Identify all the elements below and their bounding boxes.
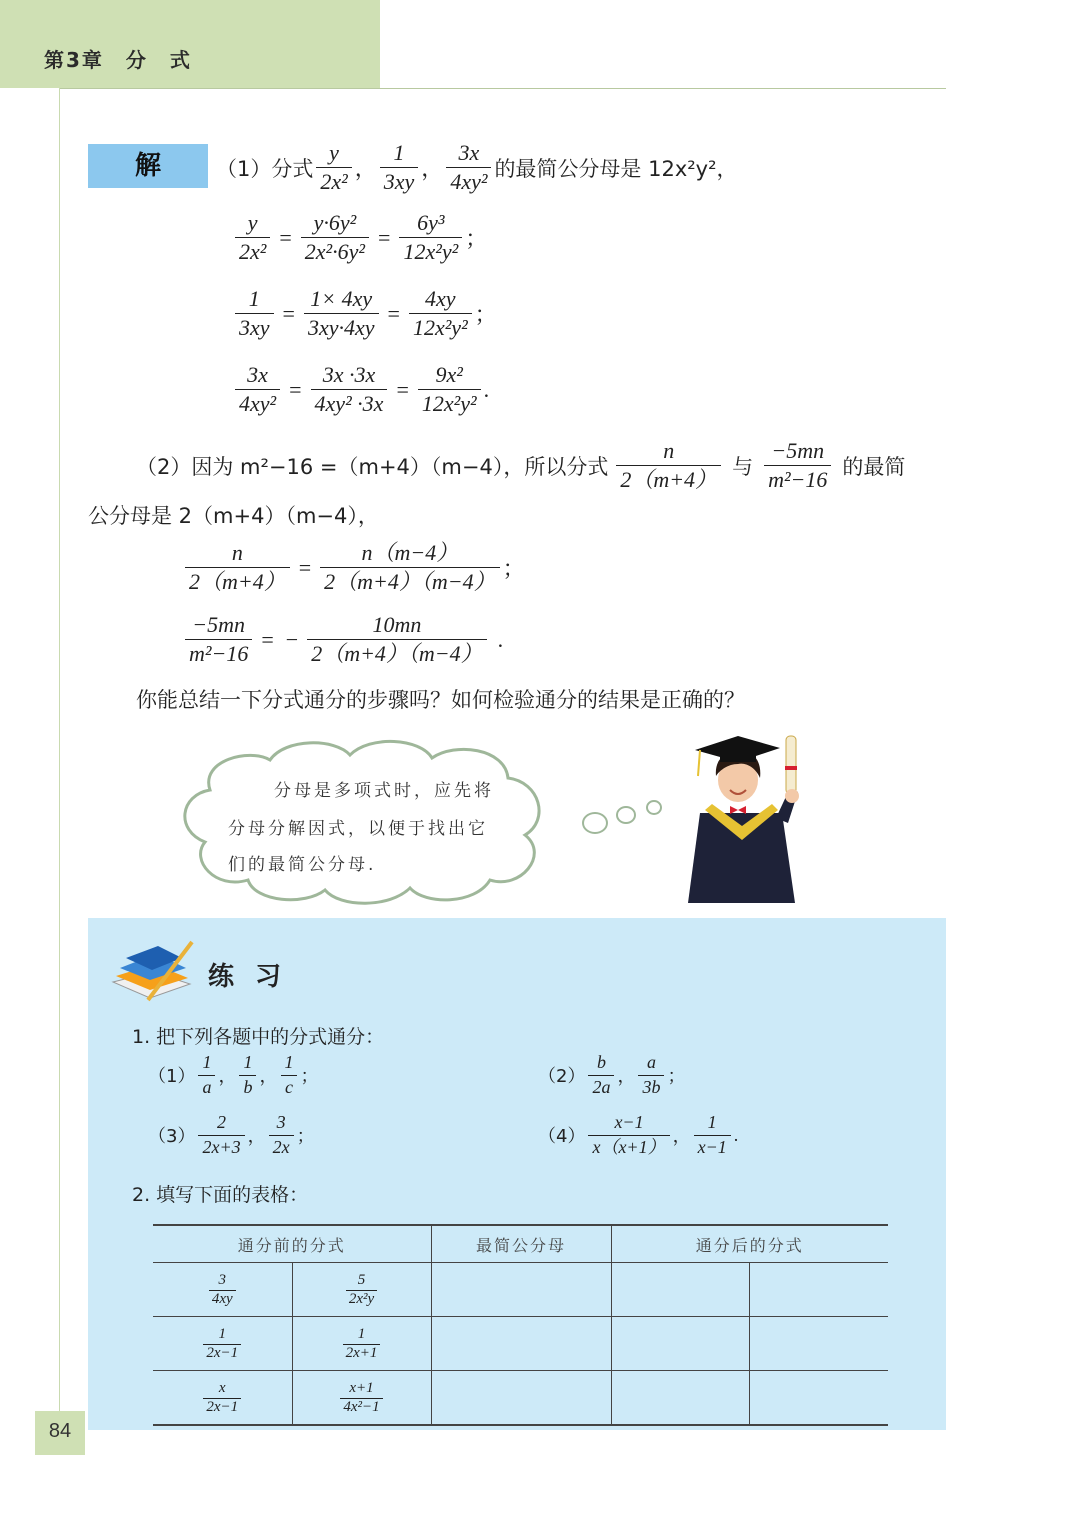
- thought-bubble-dot: [646, 800, 662, 815]
- equation-3: $\frac{3x}{\text{4xy²}}$ = $\frac{3x \cdot 3x}{\text{4xy² ·3x}}$ = $\frac{\text{9x²}}{\text{12x²y²}}$ .: [232, 362, 489, 418]
- chapter-title: 第3章 分 式: [44, 48, 192, 72]
- books-icon: [108, 940, 198, 1006]
- exercise-q1: 1. 把下列各题中的分式通分：: [132, 1026, 385, 1048]
- table-row: $\frac{1}{2x-1}$ $\frac{1}{2x+1}$: [153, 1317, 888, 1371]
- exercise-q1-1: （1） $\frac{1}{a}$ ， $\frac{1}{b}$ ， $\frac{1}{c}$ ；: [148, 1052, 319, 1097]
- answer-cell[interactable]: [431, 1371, 611, 1426]
- exercise-q1-4: （4） $\frac{x-1}{x(x+1)}$ ， $\frac{1}{x-1}$ .: [538, 1112, 739, 1157]
- answer-cell[interactable]: [611, 1263, 749, 1317]
- answer-cell[interactable]: [431, 1263, 611, 1317]
- table-header: 最简公分母: [431, 1225, 611, 1263]
- header-rule: [60, 88, 946, 89]
- thought-bubble-dot: [616, 806, 636, 824]
- cloud-text-line1: 分母是多项式时，应先将: [274, 781, 494, 801]
- part2-continued: 公分母是 2（m+4）（m−4），: [88, 504, 379, 528]
- answer-cell[interactable]: [749, 1317, 888, 1371]
- cloud-text-line2: 分母分解因式，以便于找出它: [228, 819, 488, 839]
- answer-cell[interactable]: [749, 1263, 888, 1317]
- exercise-title: 练 习: [208, 962, 288, 992]
- equation-2: $\frac{1}{3xy}$ = $\frac{1\times 4xy}{3xy\cdot 4xy}$ = $\frac{4xy}{\text{12x²y²}}$ ；: [232, 286, 497, 342]
- fill-in-table: [153, 1224, 888, 1426]
- equation-1: $\frac{y}{\text{2x²}}$ = $\frac{\text{y·6y²}}{\text{2x²·6y²}}$ = $\frac{\text{6y³}}{\text{12x²y²}}$ ；: [232, 210, 487, 266]
- cloud-text-line3: 们的最简公分母.: [228, 855, 377, 875]
- graduate-child-illustration: [680, 728, 805, 908]
- exercise-q2: 2. 填写下面的表格：: [132, 1184, 309, 1206]
- part1-intro: （1）分式 $\frac{y}{\text{2x²}}$ ， $\frac{1}{3xy}$ ， $\frac{3x}{\text{4xy²}}$ 的最简公分母是 12x²y²，: [216, 140, 738, 195]
- fraction: $\frac{1}{3xy}$: [380, 140, 419, 196]
- answer-cell[interactable]: [611, 1317, 749, 1371]
- answer-cell[interactable]: [611, 1371, 749, 1426]
- table-header: 通分前的分式: [153, 1225, 431, 1263]
- summary-question: 你能总结一下分式通分的步骤吗？如何检验通分的结果是正确的？: [136, 688, 745, 712]
- part1-prefix: （1）分式: [216, 156, 314, 181]
- fraction: $\frac{y}{\text{2x²}}$: [316, 140, 351, 196]
- part2-intro: （2）因为 m²−16 =（m+4）（m−4），所以分式 $\frac{n}{2(m+4)}$ 与 $\frac{-5mn}{\text{m²−16}}$ 的最简: [136, 438, 906, 493]
- answer-cell[interactable]: [431, 1317, 611, 1371]
- thought-bubble-dot: [582, 812, 608, 834]
- equation-5: $\frac{-5mn}{\text{m²−16}}$ = − $\frac{10mn}{2(m+4)(m-4)}$ .: [182, 612, 503, 668]
- table-row: $\frac{3}{4xy}$ $\frac{5}{\text{2x²y}}$: [153, 1263, 888, 1317]
- page-number: 84: [48, 1420, 72, 1442]
- fraction: $\frac{3x}{\text{4xy²}}$: [446, 140, 491, 196]
- margin-rule: [59, 88, 60, 1418]
- solution-label: 解: [88, 144, 208, 188]
- table-header: 通分后的分式: [611, 1225, 888, 1263]
- exercise-q1-3: （3） $\frac{2}{2x+3}$ ， $\frac{3}{2x}$ ；: [148, 1112, 315, 1157]
- equation-4: $\frac{n}{2(m+4)}$ = $\frac{n(m-4)}{2(m+4)(m-4)}$ ；: [182, 540, 525, 596]
- table-row: $\frac{x}{2x-1}$ $\frac{x+1}{\text{4x²−1}}$: [153, 1371, 888, 1426]
- part1-suffix: 的最简公分母是 12x²y²，: [494, 156, 738, 181]
- answer-cell[interactable]: [749, 1371, 888, 1426]
- exercise-q1-2: （2） $\frac{b}{2a}$ ， $\frac{a}{3b}$ ；: [538, 1052, 686, 1097]
